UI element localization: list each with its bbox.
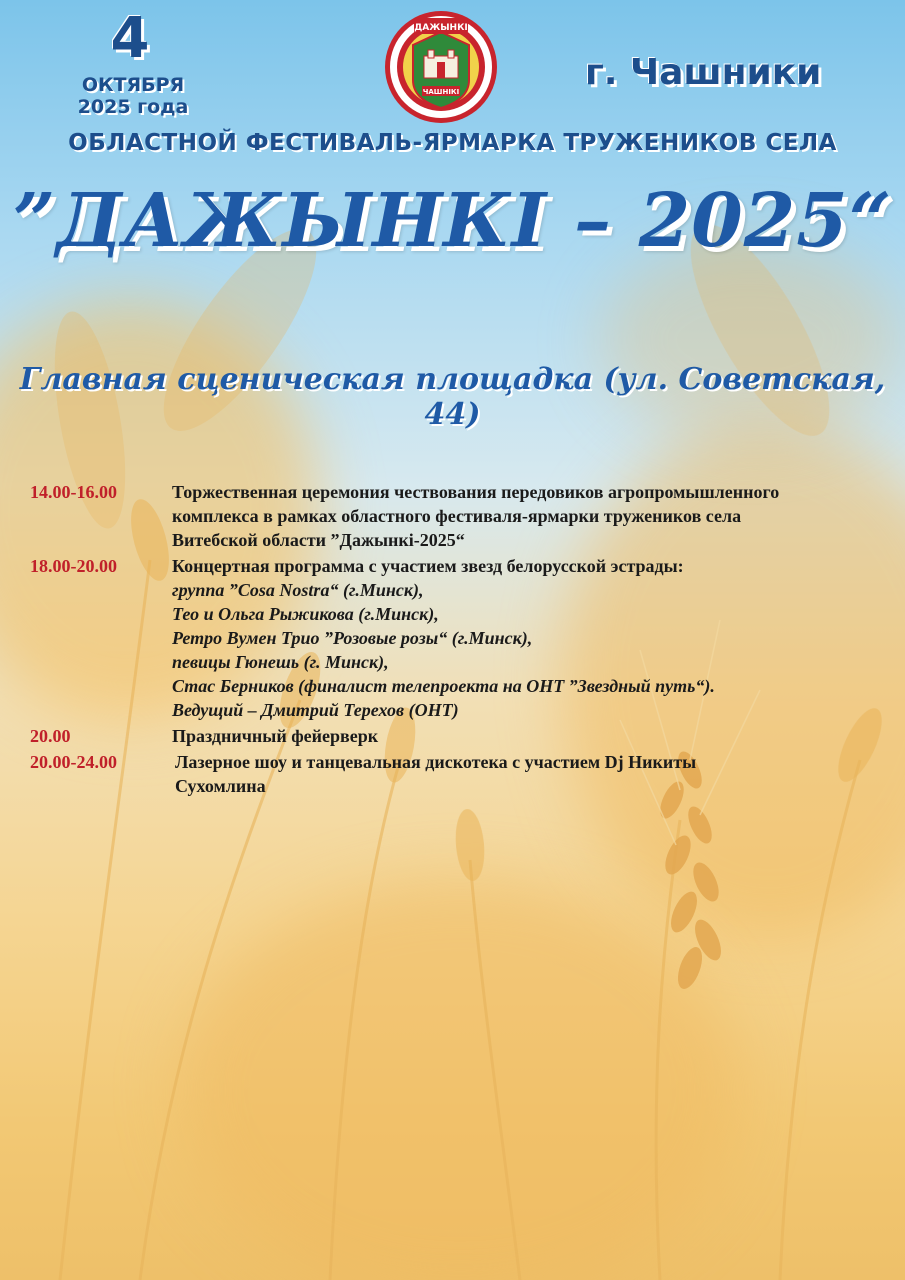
city-name: г. Чашники xyxy=(585,52,822,93)
schedule-line: Витебской области ”Дажынкі-2025“ xyxy=(172,530,465,550)
date-year: 2025 года xyxy=(77,96,189,118)
schedule-description xyxy=(172,750,890,798)
logo-bottom-text: ЧАШНІКІ xyxy=(422,88,460,96)
schedule-item xyxy=(30,554,890,722)
schedule-line: певицы Гюнешь (г. Минск), xyxy=(172,652,389,672)
logo-top-text: ДАЖЫНКІ xyxy=(414,23,468,33)
schedule-time: 20.00 xyxy=(30,726,71,746)
schedule-time: 14.00-16.00 xyxy=(30,482,117,502)
schedule-time: 18.00-20.00 xyxy=(30,556,117,576)
schedule-time: 20.00-24.00 xyxy=(30,752,117,772)
logo-year: 2025 xyxy=(432,112,450,119)
date-day: 4 xyxy=(110,6,150,71)
festival-title: ”ДАЖЫНКІ – 2025“ xyxy=(12,178,893,264)
schedule-item xyxy=(30,480,890,552)
schedule-line: Торжественная церемония чествования передовиков агропромышленного xyxy=(172,482,780,502)
festival-subtitle: ОБЛАСТНОЙ ФЕСТИВАЛЬ-ЯРМАРКА ТРУЖЕНИКОВ СЕЛА xyxy=(68,130,837,156)
date-month: ОКТЯБРЯ xyxy=(81,74,185,96)
schedule-item xyxy=(30,750,890,798)
schedule-line: Концертная программа с участием звезд белорусской эстрады: xyxy=(172,556,684,576)
venue-heading: Главная сценическая площадка (ул. Советская, 44) xyxy=(19,362,886,432)
schedule-line: Ведущий – Дмитрий Терехов (ОНТ) xyxy=(172,700,459,720)
schedule-line: Тео и Ольга Рыжикова (г.Минск), xyxy=(172,604,439,624)
schedule-description xyxy=(172,480,890,552)
schedule-line: группа ”Cosa Nostra“ (г.Минск), xyxy=(172,580,424,600)
schedule-line: Сухомлина xyxy=(175,776,266,796)
schedule-line: комплекса в рамках областного фестиваля-ярмарки тружеников села xyxy=(172,506,742,526)
schedule-list xyxy=(30,480,890,798)
date-month-year xyxy=(58,74,208,118)
schedule-description xyxy=(172,724,890,748)
schedule-line: Лазерное шоу и танцевальная дискотека с участием Dj Никиты xyxy=(175,752,697,772)
schedule-line: Ретро Вумен Трио ”Розовые розы“ (г.Минск), xyxy=(172,628,533,648)
festival-logo xyxy=(384,10,498,124)
schedule-item xyxy=(30,724,890,748)
schedule-line: Стас Берников (финалист телепроекта на ОНТ ”Звездный путь“). xyxy=(172,676,715,696)
schedule-line: Праздничный фейерверк xyxy=(172,726,379,746)
schedule-description xyxy=(172,554,890,722)
